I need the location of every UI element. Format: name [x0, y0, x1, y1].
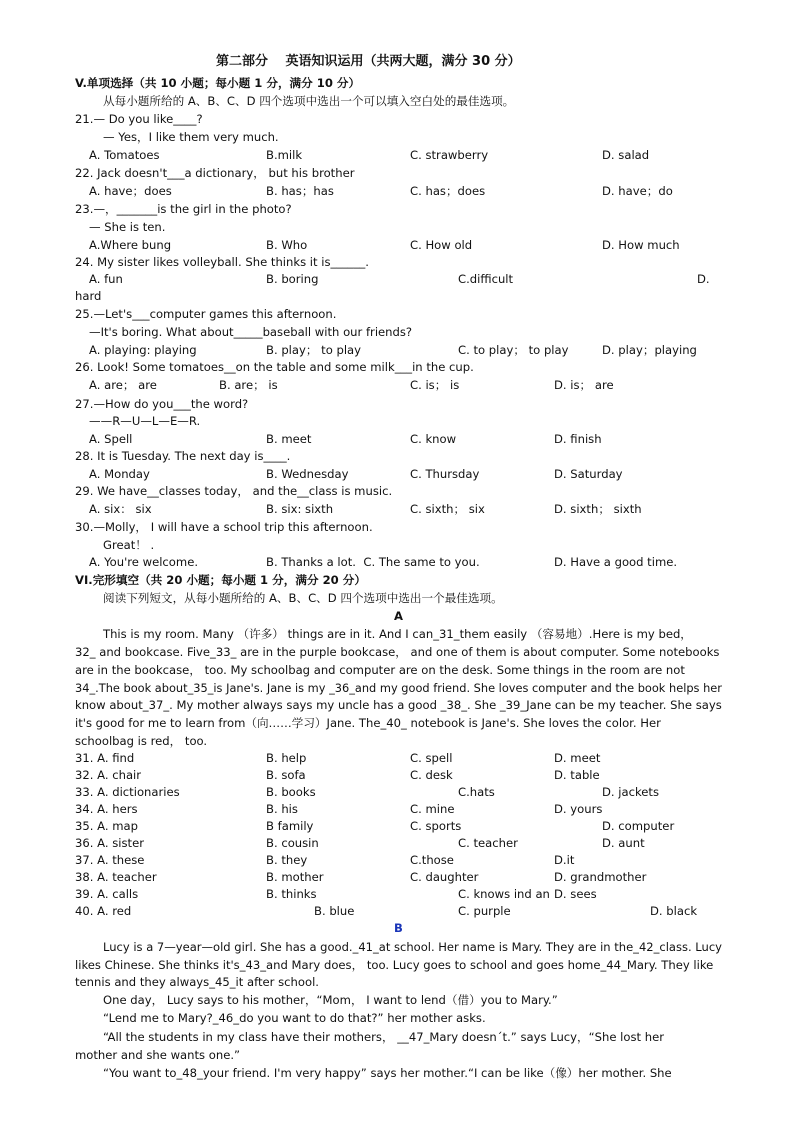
q24-option-b: B. boring: [266, 272, 319, 286]
q30-reply: Great！ .: [103, 538, 155, 552]
q24-option-d-text: hard: [75, 289, 102, 303]
option-row-35: 35. A. map: [75, 819, 138, 833]
q27-option-c: C. know: [410, 432, 457, 446]
passage-b-line: One day， Lucy says to his mother，“Mom， I want to lend（借）you to Mary.”: [103, 993, 558, 1007]
q25-reply: —It's boring. What about_____baseball with our friends?: [89, 325, 413, 339]
q21-option-c: C. strawberry: [410, 148, 489, 162]
q25-option-c: C. to play； to play: [458, 343, 569, 357]
q22-option-d: D. have；do: [602, 184, 673, 198]
q26-option-c: C. is； is: [410, 378, 460, 392]
option-row-33-c: C.hats: [458, 785, 495, 799]
option-row-31-c: C. spell: [410, 751, 453, 765]
q23-option-b: B. Who: [266, 238, 308, 252]
option-row-31: 31. A. find: [75, 751, 135, 765]
q27-stem: 27.—How do you___the word?: [75, 397, 249, 411]
q22-option-c: C. has；does: [410, 184, 486, 198]
q29-stem: 29. We have__classes today， and the__class is music.: [75, 484, 393, 498]
q30-option-a: A. You're welcome.: [89, 555, 199, 569]
passage-a-line: schoolbag is red， too.: [75, 734, 208, 748]
passage-b-line: tennis and they always_45_it after school.: [75, 975, 319, 989]
q26-option-a: A. are； are: [89, 378, 157, 392]
passage-b-line: likes Chinese. She thinks it's_43_and Mary does， too. Lucy goes to school and goes home_44_Mary. They like: [75, 958, 714, 972]
option-row-31-b: B. help: [266, 751, 307, 765]
option-row-33: 33. A. dictionaries: [75, 785, 180, 799]
passage-b-line: Lucy is a 7—year—old girl. She has a good._41_at school. Her name is Mary. They are in the_42_class. Lucy: [103, 940, 722, 954]
option-row-40-d: D. black: [650, 904, 698, 918]
option-row-32-d: D. table: [554, 768, 600, 782]
q25-option-d: D. play；playing: [602, 343, 697, 357]
q28-option-b: B. Wednesday: [266, 467, 349, 481]
option-row-38-b: B. mother: [266, 870, 324, 884]
q22-option-b: B. has；has: [266, 184, 334, 198]
option-row-36-b: B. cousin: [266, 836, 319, 850]
q27-reply: ——R—U—L—E—R.: [89, 414, 201, 428]
q26-option-d: D. is； are: [554, 378, 614, 392]
q25-option-a: A. playing: playing: [89, 343, 197, 357]
passage-a-line: This is my room. Many （许多） things are in it. And I can_31_them easily （容易地）.Here is my bed，: [103, 627, 692, 641]
option-row-34-b: B. his: [266, 802, 298, 816]
option-row-35-c: C. sports: [410, 819, 462, 833]
q24-option-d: D.: [697, 272, 710, 286]
option-row-37: 37. A. these: [75, 853, 145, 867]
option-row-34: 34. A. hers: [75, 802, 138, 816]
part-title: 第二部分 英语知识运用（共两大题，满分 30 分）: [216, 54, 521, 69]
q27-option-d: D. finish: [554, 432, 602, 446]
passage-a-line: are in the bookcase， too. My schoolbag and computer are on the desk. Some things in the room are not: [75, 663, 685, 677]
q22-option-a: A. have；does: [89, 184, 172, 198]
option-row-37-b: B. they: [266, 853, 308, 867]
option-row-32: 32. A. chair: [75, 768, 142, 782]
q30-option-bc: B. Thanks a lot. C. The same to you.: [266, 555, 480, 569]
q27-option-a: A. Spell: [89, 432, 133, 446]
q26-stem: 26. Look! Some tomatoes__on the table and some milk___in the cup.: [75, 360, 474, 374]
q23-option-c: C. How old: [410, 238, 473, 252]
q21-option-a: A. Tomatoes: [89, 148, 160, 162]
option-row-39: 39. A. calls: [75, 887, 139, 901]
q24-option-c: C.difficult: [458, 272, 514, 286]
option-row-34-d: D. yours: [554, 802, 603, 816]
passage-b-line: “You want to_48_your friend. I'm very happy” says her mother.“I can be like（像）her mother. She: [103, 1066, 672, 1080]
q23-stem: 23.—，_______is the girl in the photo?: [75, 202, 292, 216]
option-row-40-c: C. purple: [458, 904, 511, 918]
passage-a-line: know about_37_. My mother always says my uncle has a good _38_. She _39_Jane can be my teacher. She says: [75, 698, 722, 712]
option-row-38-d: D. grandmother: [554, 870, 647, 884]
option-row-40: 40. A. red: [75, 904, 132, 918]
option-row-35-b: B family: [266, 819, 314, 833]
option-row-32-b: B. sofa: [266, 768, 306, 782]
q26-option-b: B. are； is: [219, 378, 278, 392]
section-5-heading: V.单项选择（共 10 小题；每小题 1 分，满分 10 分）: [75, 76, 361, 90]
passage-b-line: “Lend me to Mary?_46_do you want to do that?” her mother asks.: [103, 1011, 486, 1025]
option-row-33-b: B. books: [266, 785, 316, 799]
q28-option-a: A. Monday: [89, 467, 150, 481]
q28-option-d: D. Saturday: [554, 467, 623, 481]
option-row-36: 36. A. sister: [75, 836, 144, 850]
passage-b-line: “All the students in my class have their mothers， __47_Mary doesn´t.” says Lucy，“She lost her: [103, 1030, 665, 1044]
section-5-instruction: 从每小题所给的 A、B、C、D 四个选项中选出一个可以填入空白处的最佳选项。: [103, 94, 515, 108]
option-row-37-c: C.those: [410, 853, 454, 867]
q29-option-a: A. six： six: [89, 502, 152, 516]
option-row-39-d: D. sees: [554, 887, 597, 901]
q28-option-c: C. Thursday: [410, 467, 480, 481]
passage-b-label: B: [394, 921, 403, 935]
option-row-32-c: C. desk: [410, 768, 453, 782]
q28-stem: 28. It is Tuesday. The next day is____.: [75, 449, 291, 463]
option-row-31-d: D. meet: [554, 751, 601, 765]
option-row-38: 38. A. teacher: [75, 870, 157, 884]
option-row-39-c: C. knows ind an: [458, 887, 550, 901]
q24-option-a: A. fun: [89, 272, 123, 286]
option-row-38-c: C. daughter: [410, 870, 479, 884]
q21-option-b: B.milk: [266, 148, 303, 162]
q29-option-d: D. sixth； sixth: [554, 502, 642, 516]
q29-option-b: B. six: sixth: [266, 502, 334, 516]
option-row-36-d: D. aunt: [602, 836, 645, 850]
section-6-heading: VI.完形填空（共 20 小题；每小题 1 分，满分 20 分）: [75, 573, 366, 587]
option-row-36-c: C. teacher: [458, 836, 518, 850]
q21-stem: 21.— Do you like____?: [75, 112, 203, 126]
passage-a-line: 34_.The book about_35_is Jane's. Jane is my _36_and my good friend. She loves computer and the book helps her: [75, 681, 722, 695]
option-row-35-d: D. computer: [602, 819, 675, 833]
q30-option-d: D. Have a good time.: [554, 555, 678, 569]
q21-option-d: D. salad: [602, 148, 650, 162]
q22-stem: 22. Jack doesn't___a dictionary， but his brother: [75, 166, 355, 180]
q23-option-a: A.Where bung: [89, 238, 172, 252]
option-row-33-d: D. jackets: [602, 785, 660, 799]
q27-option-b: B. meet: [266, 432, 312, 446]
q25-option-b: B. play； to play: [266, 343, 362, 357]
passage-a-line: it's good for me to learn from（向……学习）Jane. The_40_ notebook is Jane's. She loves the color. Her: [75, 716, 661, 730]
passage-a-label: A: [394, 609, 403, 623]
q23-reply: — She is ten.: [89, 220, 166, 234]
passage-b-line: mother and she wants one.”: [75, 1048, 241, 1062]
q21-reply: — Yes，I like them very much.: [103, 130, 279, 144]
q25-stem: 25.—Let's___computer games this afternoon.: [75, 307, 337, 321]
q23-option-d: D. How much: [602, 238, 680, 252]
q29-option-c: C. sixth； six: [410, 502, 485, 516]
option-row-37-d: D.it: [554, 853, 575, 867]
section-6-instruction: 阅读下列短文，从每小题所给的 A、B、C、D 四个选项中选出一个最佳选项。: [103, 591, 503, 605]
q24-stem: 24. My sister likes volleyball. She thinks it is______.: [75, 255, 369, 269]
option-row-40-b: B. blue: [314, 904, 355, 918]
passage-a-line: 32_ and bookcase. Five_33_ are in the purple bookcase， and one of them is about computer. Some notebooks: [75, 645, 720, 659]
option-row-39-b: B. thinks: [266, 887, 317, 901]
q30-stem: 30.—Molly， I will have a school trip this afternoon.: [75, 520, 373, 534]
option-row-34-c: C. mine: [410, 802, 455, 816]
